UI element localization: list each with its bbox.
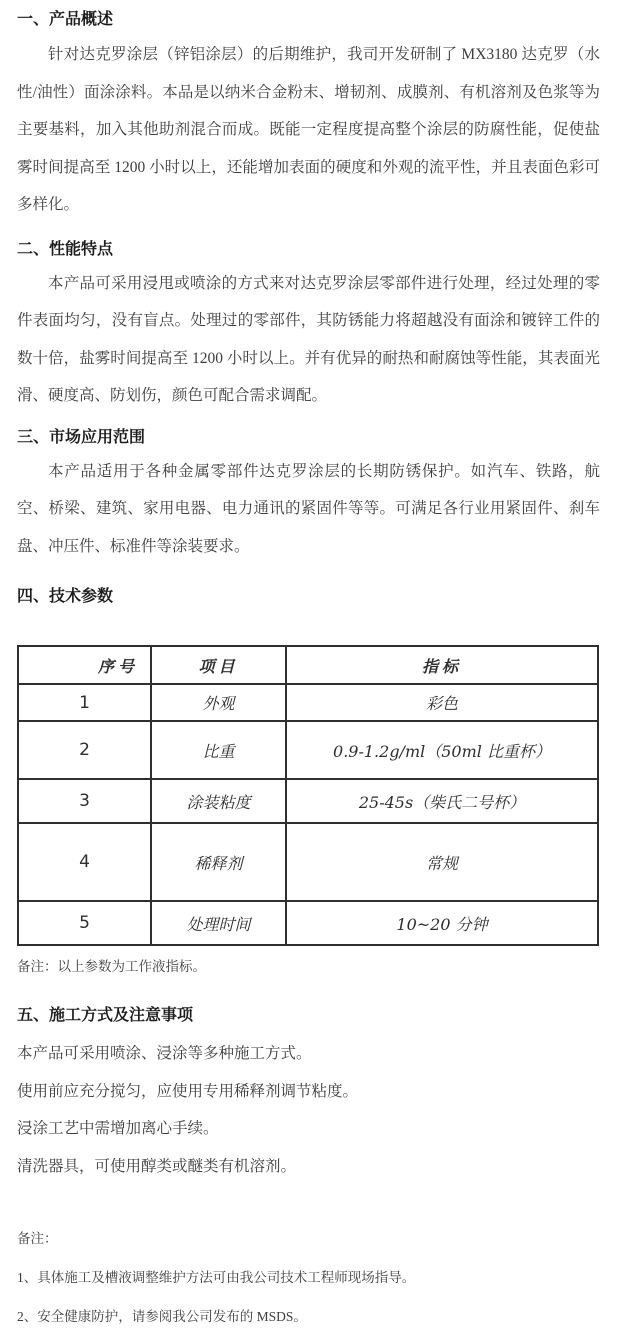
section-heading-performance-features: 二、性能特点 — [17, 240, 114, 258]
table-note: 备注：以上参数为工作液指标。 — [17, 959, 206, 974]
row-index: 5 — [18, 901, 151, 945]
table-row — [18, 901, 598, 945]
table-header-row — [18, 646, 598, 684]
table-row — [18, 684, 598, 721]
table-row — [18, 779, 598, 823]
table-header-spec: 指标 — [286, 646, 598, 684]
row-item: 外观 — [151, 684, 286, 721]
application-method-line: 使用前应充分搅匀，应使用专用稀释剂调节粘度。 — [17, 1082, 359, 1100]
application-method-line: 浸涂工艺中需增加离心手续。 — [17, 1120, 219, 1137]
table-row — [18, 721, 598, 779]
row-index: 4 — [18, 823, 151, 901]
application-method-line: 本产品可采用喷涂、浸涂等多种施工方式。 — [17, 1045, 312, 1062]
row-item: 比重 — [151, 721, 286, 779]
footnote-item: 1、具体施工及槽液调整维护方法可由我公司技术工程师现场指导。 — [17, 1270, 416, 1285]
row-item: 处理时间 — [151, 901, 286, 945]
section-heading-technical-parameters: 四、技术参数 — [17, 588, 114, 605]
row-index: 3 — [18, 779, 151, 823]
table-header-item: 项目 — [151, 646, 286, 684]
table-header-index: 序号 — [18, 646, 151, 684]
table-row — [18, 823, 598, 901]
footnote-label: 备注： — [17, 1231, 58, 1246]
row-item: 涂装粘度 — [151, 779, 286, 823]
row-spec: 彩色 — [286, 684, 598, 721]
performance-features-paragraph: 本产品可采用浸甩或喷涂的方式来对达克罗涂层零部件进行处理，经过处理的零件表面均匀，没有盲点。处理过的零部件，其防锈能力将超越没有面涂和镀锌工件的数十倍，盐雾时间提高至 1200 小时以上。并有优异的耐热和耐腐蚀等性能，其表面光滑、硬度高、防划伤，颜色可配合需求调配。 — [17, 274, 600, 404]
section-heading-product-overview: 一、产品概述 — [17, 11, 114, 28]
section-heading-market-application: 三、市场应用范围 — [17, 428, 146, 446]
product-overview-paragraph: 针对达克罗涂层（锌铝涂层）的后期维护，我司开发研制了 MX3180 达克罗（水性/油性）面涂涂料。本品是以纳米合金粉末、增韧剂、成膜剂、有机溶剂及色浆等为主要基料，加入其他助剂混合而成。既能一定程度提高整个涂层的防腐性能，促使盐雾时间提高至 1200 小时以上，还能增加表面的硬度和外观的流平性，并且表面色彩可多样化。 — [17, 46, 600, 213]
market-application-paragraph: 本产品适用于各种金属零部件达克罗涂层的长期防锈保护。如汽车、铁路，航空、桥梁、建筑、家用电器、电力通讯的紧固件等等。可满足各行业用紧固件、刹车盘、冲压件、标准件等涂装要求。 — [17, 462, 600, 555]
row-index: 1 — [18, 684, 151, 721]
section-heading-application-method: 五、施工方式及注意事项 — [17, 1007, 194, 1024]
row-spec: 25-45s（柴氏二号杯） — [286, 779, 598, 823]
row-spec: 0.9-1.2g/ml（50ml 比重杯） — [286, 721, 598, 779]
footnote-item: 2、安全健康防护，请参阅我公司发布的 MSDS。 — [17, 1309, 307, 1324]
application-method-line: 清洗器具，可使用醇类或醚类有机溶剂。 — [17, 1157, 297, 1175]
technical-parameters-table — [17, 645, 599, 946]
row-item: 稀释剂 — [151, 823, 286, 901]
row-spec: 10~20 分钟 — [286, 901, 598, 945]
row-index: 2 — [18, 721, 151, 779]
row-spec: 常规 — [286, 823, 598, 901]
